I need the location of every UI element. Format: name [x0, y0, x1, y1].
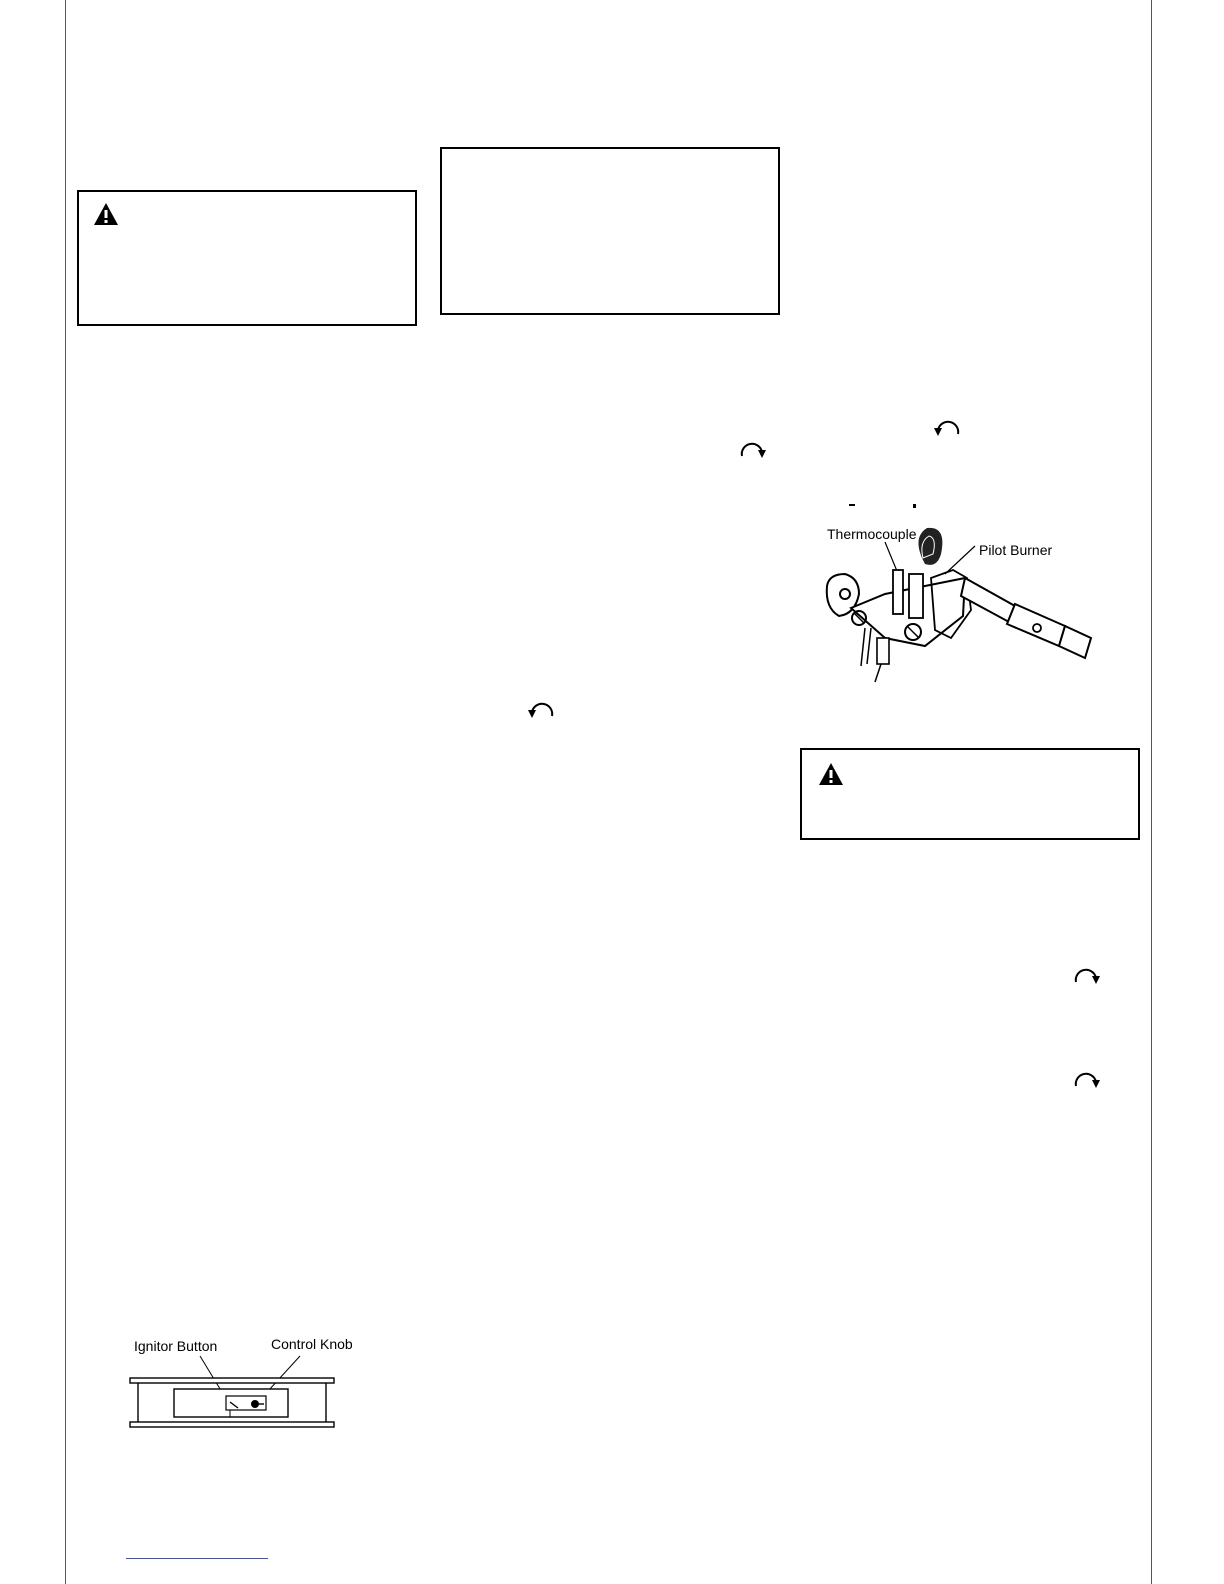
control-panel-figure [128, 1334, 368, 1434]
warning-triangle-icon [818, 762, 844, 786]
warning-triangle-icon [93, 202, 119, 226]
control-panel-drawing [128, 1334, 368, 1434]
page-frame-left [65, 0, 66, 1584]
warning-box-left [77, 190, 417, 326]
rotate-counterclockwise-icon [932, 414, 962, 438]
rotate-clockwise-icon [1072, 962, 1102, 986]
thermocouple-label: Thermocouple [827, 526, 917, 542]
link-underline [126, 1558, 268, 1559]
pilot-burner-label: Pilot Burner [979, 542, 1053, 558]
notice-box-center [440, 147, 780, 315]
control-knob-label: Control Knob [271, 1336, 353, 1352]
rotate-counterclockwise-icon [526, 696, 556, 720]
warning-box-right [800, 748, 1140, 840]
rotate-clockwise-icon [738, 436, 768, 460]
pilot-assembly-figure [815, 498, 1105, 688]
ignitor-button-label: Ignitor Button [134, 1338, 218, 1354]
page-frame-right [1151, 0, 1152, 1584]
rotate-clockwise-icon [1072, 1066, 1102, 1090]
